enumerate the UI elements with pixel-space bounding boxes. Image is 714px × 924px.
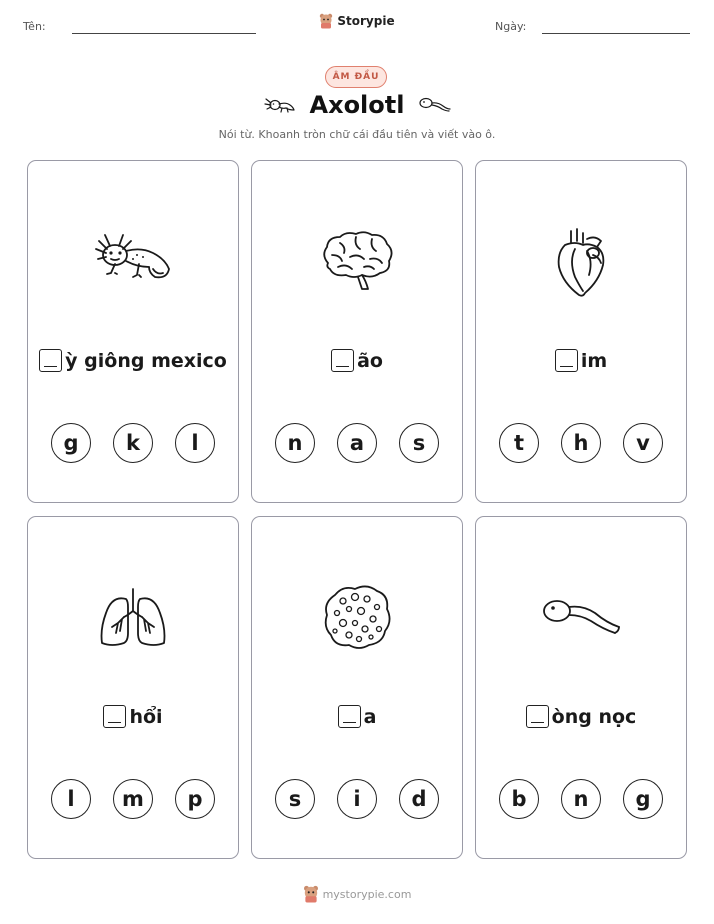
word-ending: a	[363, 705, 377, 728]
title-row	[0, 91, 714, 119]
axolotl-small-icon	[262, 94, 296, 116]
answer-box[interactable]	[39, 349, 62, 372]
choice-letter[interactable]: a	[337, 423, 377, 463]
storypie-footer-logo-icon	[303, 885, 319, 903]
answer-box[interactable]	[338, 705, 361, 728]
word-card	[251, 160, 463, 503]
brand-name: Storypie	[337, 14, 395, 28]
word-ending: ỳ giông mexico	[65, 349, 227, 372]
choice-letter[interactable]: s	[275, 779, 315, 819]
storypie-logo-icon	[319, 13, 333, 29]
choice-letter[interactable]: b	[499, 779, 539, 819]
word-ending: hổi	[129, 705, 163, 728]
choice-letter[interactable]: k	[113, 423, 153, 463]
word-ending: òng nọc	[551, 705, 637, 728]
choice-letter[interactable]: s	[399, 423, 439, 463]
word-card	[27, 160, 239, 503]
date-label: Ngày:	[495, 20, 527, 33]
date-write-line[interactable]	[542, 33, 690, 34]
choice-letter[interactable]: v	[623, 423, 663, 463]
category-badge: ÂM ĐẦU	[325, 66, 387, 88]
word-card	[475, 516, 687, 859]
choice-letter[interactable]: n	[275, 423, 315, 463]
word-card	[475, 160, 687, 503]
brain-icon	[318, 229, 396, 293]
choice-letter[interactable]: l	[51, 779, 91, 819]
choice-letter[interactable]: l	[175, 423, 215, 463]
choice-letter[interactable]: i	[337, 779, 377, 819]
word-ending: im	[580, 349, 608, 372]
axolotl-icon	[93, 227, 173, 293]
instructions: Nói từ. Khoanh tròn chữ cái đầu tiên và viết vào ô.	[218, 128, 496, 141]
name-label: Tên:	[23, 20, 46, 33]
egg-cluster-icon	[321, 583, 393, 651]
word-card	[27, 516, 239, 859]
footer	[0, 885, 714, 903]
lungs-icon	[98, 585, 168, 649]
brand	[0, 13, 714, 29]
answer-box[interactable]	[103, 705, 126, 728]
tadpole-icon	[541, 593, 621, 639]
choice-letter[interactable]: d	[399, 779, 439, 819]
word-ending: ão	[357, 349, 383, 372]
answer-box[interactable]	[331, 349, 354, 372]
choice-letter[interactable]: g	[623, 779, 663, 819]
page-title: Axolotl	[309, 91, 405, 119]
choice-letter[interactable]: t	[499, 423, 539, 463]
choice-letter[interactable]: n	[561, 779, 601, 819]
word-card	[251, 516, 463, 859]
choice-letter[interactable]: m	[113, 779, 153, 819]
heart-icon	[553, 225, 609, 299]
footer-url: mystorypie.com	[322, 887, 412, 901]
answer-box[interactable]	[526, 705, 549, 728]
choice-letter[interactable]: h	[561, 423, 601, 463]
choice-letter[interactable]: g	[51, 423, 91, 463]
tadpole-small-icon	[418, 94, 452, 116]
answer-box[interactable]	[555, 349, 578, 372]
choice-letter[interactable]: p	[175, 779, 215, 819]
name-write-line[interactable]	[72, 33, 256, 34]
